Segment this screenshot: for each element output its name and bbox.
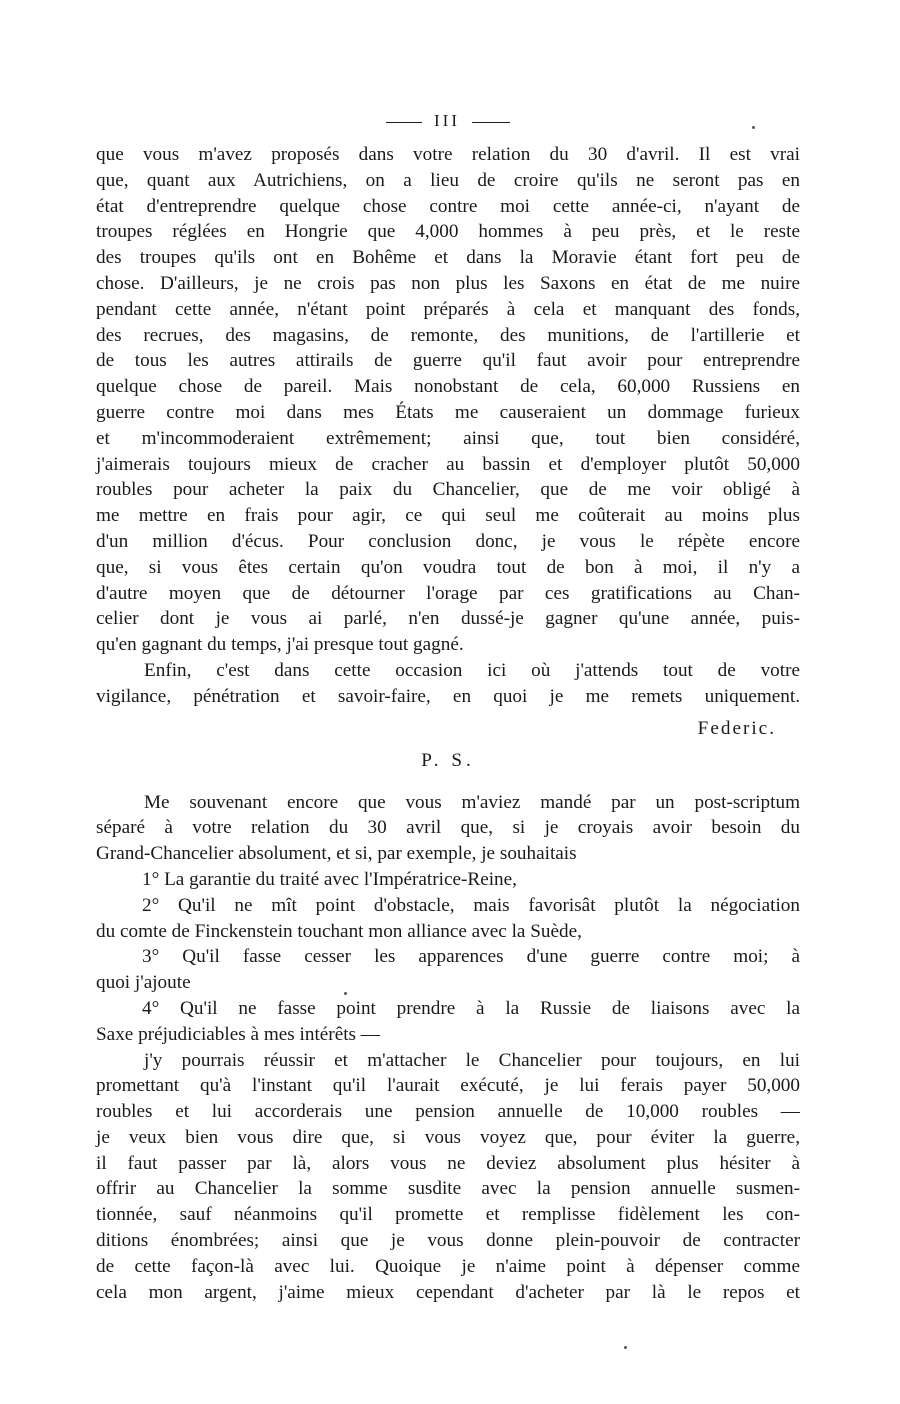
scan-speck [752, 126, 755, 129]
text-line: guerre contre moi dans mes États me causeraient un dommage furieux [96, 401, 800, 423]
text-line: qu'en gagnant du temps, j'ai presque tout gagné. [96, 634, 464, 656]
ps-item-line: 3° Qu'il fasse cesser les apparences d'une guerre contre moi; à [142, 946, 800, 968]
text-line: et m'incommoderaient extrêmement; ainsi que, tout bien considéré, [96, 427, 800, 449]
ps-intro-line: Me souvenant encore que vous m'aviez mandé par un post-scriptum [144, 791, 800, 813]
ps-item-line: 2° Qu'il ne mît point d'obstacle, mais favorisât plutôt la négociation [142, 894, 800, 916]
text-line: j'aimerais toujours mieux de cracher au bassin et d'employer plutôt 50,000 [96, 453, 800, 475]
text-line: chose. D'ailleurs, je ne crois pas non plus les Saxons en état de me nuire [96, 272, 800, 294]
ps-intro-line: Grand-Chancelier absolument, et si, par exemple, je souhaitais [96, 843, 577, 865]
text-line: d'autre moyen que de détourner l'orage par ces gratifications au Chan- [96, 582, 800, 604]
text-line: des troupes qu'ils ont en Bohême et dans la Moravie étant fort peu de [96, 247, 800, 269]
ps-body-line: cela mon argent, j'aime mieux cependant d'acheter par là le repos et [96, 1281, 800, 1303]
document-page [96, 108, 800, 1305]
header-rule-left [386, 122, 422, 123]
text-line: pendant cette année, n'étant point préparés à cela et manquant des fonds, [96, 298, 800, 320]
ps-item-line: 1° La garantie du traité avec l'Impératrice-Reine, [142, 868, 517, 890]
ps-body-line: promettant qu'à l'instant qu'il l'aurait exécuté, je lui ferais payer 50,000 [96, 1075, 800, 1097]
closing-line: Enfin, c'est dans cette occasion ici où j'attends tout de votre [144, 659, 800, 681]
page-number: III [434, 111, 460, 130]
ps-body-line: roubles et lui accorderais une pension annuelle de 10,000 roubles — [96, 1101, 800, 1123]
text-line: celier dont je vous ai parlé, n'en dussé-je gagner qu'une année, puis- [96, 608, 800, 630]
page-header [96, 108, 800, 142]
text-line: que, quant aux Autrichiens, on a lieu de croire qu'ils ne seront pas en [96, 169, 800, 191]
ps-intro-line: séparé à votre relation du 30 avril que, si je croyais avoir besoin du [96, 817, 800, 839]
text-line: roubles pour acheter la paix du Chancelier, que de me voir obligé à [96, 479, 800, 501]
ps-body-line: j'y pourrais réussir et m'attacher le Chancelier pour toujours, en lui [144, 1049, 800, 1071]
text-line: d'un million d'écus. Pour conclusion donc, je vous le répète encore [96, 530, 800, 552]
text-line: de tous les autres attirails de guerre qu'il faut avoir pour entreprendre [96, 350, 800, 372]
ps-item-line: du comte de Finckenstein touchant mon alliance avec la Suède, [96, 920, 582, 942]
ps-body-line: je veux bien vous dire que, si vous voyez que, pour éviter la guerre, [96, 1126, 800, 1148]
scan-speck [344, 992, 347, 995]
text-line: troupes réglées en Hongrie que 4,000 hommes à peu près, et le reste [96, 221, 800, 243]
ps-body-line: tionnée, sauf néanmoins qu'il promette et remplisse fidèlement les con- [96, 1204, 800, 1226]
signature: Federic. [697, 717, 776, 739]
postscript-body [96, 790, 800, 1306]
text-line: état d'entreprendre quelque chose contre moi cette année-ci, n'ayant de [96, 195, 800, 217]
text-line: que, si vous êtes certain qu'on voudra tout de bon à moi, il n'y a [96, 556, 800, 578]
ps-item-line: quoi j'ajoute [96, 972, 191, 994]
ps-body-line: de cette façon-là avec lui. Quoique je n'aime point à dépenser comme [96, 1255, 800, 1277]
header-rule-right [472, 122, 510, 123]
scan-speck [624, 1346, 627, 1349]
ps-body-line: il faut passer par là, alors vous ne deviez absolument plus hésiter à [96, 1152, 800, 1174]
text-line: des recrues, des magasins, de remonte, des munitions, de l'artillerie et [96, 324, 800, 346]
ps-item-line: Saxe préjudiciables à mes intérêts — [96, 1023, 380, 1045]
ps-body-line: ditions énombrées; ainsi que je vous donne plein-pouvoir de contracter [96, 1230, 800, 1252]
text-line: me mettre en frais pour agir, ce qui seul me coûterait au moins plus [96, 505, 800, 527]
letter-body [96, 142, 800, 710]
text-line: quelque chose de pareil. Mais nonobstant de cela, 60,000 Russiens en [96, 376, 800, 398]
postscript-heading: P. S. [421, 749, 475, 771]
closing-line: vigilance, pénétration et savoir-faire, en quoi je me remets uniquement. [96, 685, 800, 707]
text-line: que vous m'avez proposés dans votre relation du 30 d'avril. Il est vrai [96, 144, 800, 165]
ps-body-line: offrir au Chancelier la somme susdite avec la pension annuelle susmen- [96, 1178, 800, 1200]
ps-item-line: 4° Qu'il ne fasse point prendre à la Russie de liaisons avec la [142, 997, 800, 1019]
